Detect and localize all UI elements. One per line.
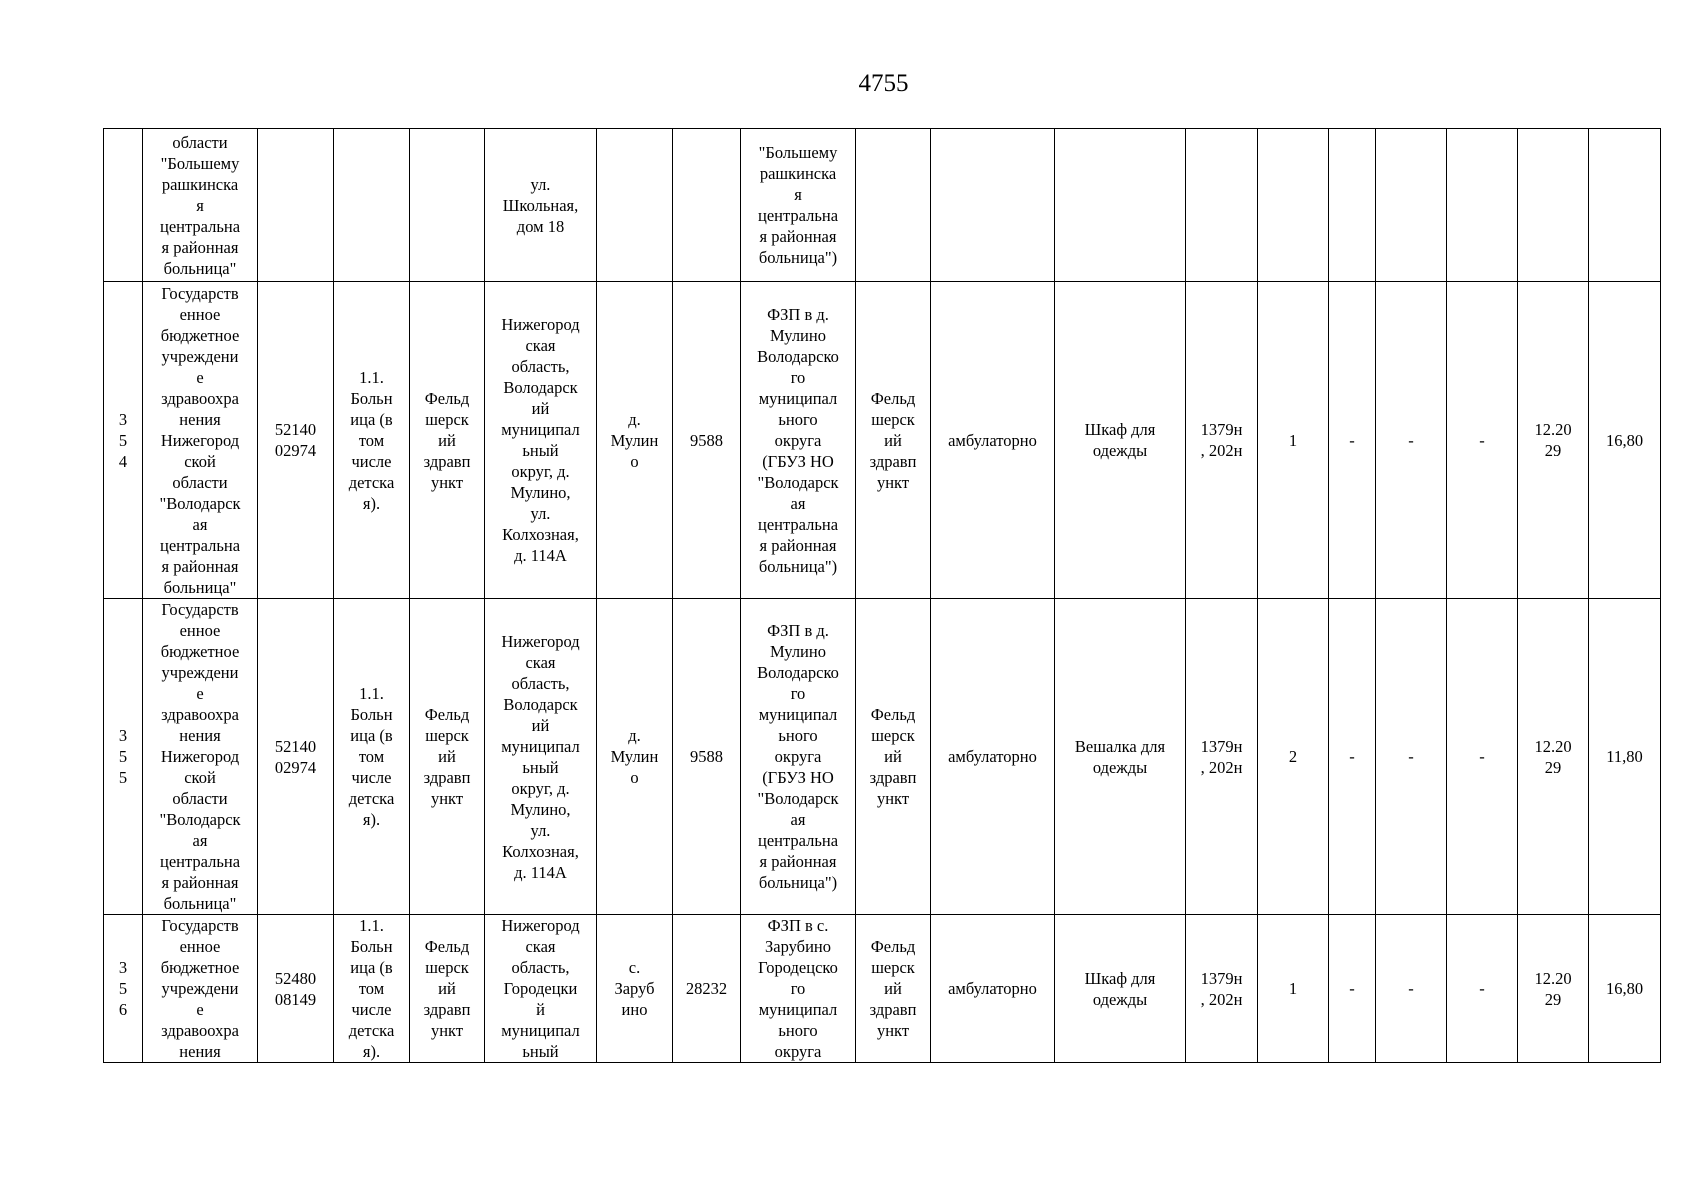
cell-quantity: 1 — [1258, 282, 1329, 599]
cell-date: 12.20 29 — [1518, 599, 1589, 915]
cell-population — [673, 129, 741, 282]
cell-address: Нижегород ская область, Володарск ий муниципал ьный округ, д. Мулино, ул. Колхозная, д. 114А — [485, 282, 597, 599]
cell-num: 3 5 6 — [104, 915, 143, 1063]
cell-quantity — [1258, 129, 1329, 282]
cell-facility-type — [410, 129, 485, 282]
cell-settlement — [597, 129, 673, 282]
cell-inn: 52140 02974 — [258, 282, 334, 599]
cell-facility-type: Фельд шерск ий здравп ункт — [410, 282, 485, 599]
cell-unit-type: Фельд шерск ий здравп ункт — [856, 915, 931, 1063]
cell-inn: 52140 02974 — [258, 599, 334, 915]
cell-inn: 52480 08149 — [258, 915, 334, 1063]
cell-date: 12.20 29 — [1518, 915, 1589, 1063]
cell-unit-type: Фельд шерск ий здравп ункт — [856, 282, 931, 599]
cell-settlement: д. Мулин о — [597, 599, 673, 915]
cell-col-15: - — [1329, 599, 1376, 915]
cell-equipment: Шкаф для одежды — [1055, 915, 1186, 1063]
cell-equipment: Вешалка для одежды — [1055, 599, 1186, 915]
cell-unit: "Большему рашкинска я центральна я районная больница") — [741, 129, 856, 282]
cell-settlement: с. Заруб ино — [597, 915, 673, 1063]
cell-date: 12.20 29 — [1518, 282, 1589, 599]
cell-care-mode: амбулаторно — [931, 282, 1055, 599]
cell-care-mode — [931, 129, 1055, 282]
table-row — [104, 599, 1661, 915]
cell-num — [104, 129, 143, 282]
cell-quantity: 1 — [1258, 915, 1329, 1063]
cell-care-mode: амбулаторно — [931, 599, 1055, 915]
cell-price: 16,80 — [1589, 282, 1661, 599]
cell-organization: Государств енное бюджетное учреждени е здравоохра нения Нижегород ской области "Володарск ая центральна я районная больница" — [143, 599, 258, 915]
cell-order: 1379н , 202н — [1186, 282, 1258, 599]
cell-order: 1379н , 202н — [1186, 599, 1258, 915]
cell-quantity: 2 — [1258, 599, 1329, 915]
cell-col-16: - — [1376, 282, 1447, 599]
cell-col-17: - — [1447, 599, 1518, 915]
cell-organization: Государств енное бюджетное учреждени е здравоохра нения Нижегород ской области "Володарск ая центральна я районная больница" — [143, 282, 258, 599]
cell-organization: Государств енное бюджетное учреждени е здравоохра нения — [143, 915, 258, 1063]
cell-col-17: - — [1447, 282, 1518, 599]
cell-address: ул. Школьная, дом 18 — [485, 129, 597, 282]
cell-order — [1186, 129, 1258, 282]
cell-facility-type: Фельд шерск ий здравп ункт — [410, 915, 485, 1063]
equipment-registry-table — [103, 128, 1661, 1063]
cell-col-15: - — [1329, 915, 1376, 1063]
cell-address: Нижегород ская область, Городецки й муниципал ьный — [485, 915, 597, 1063]
cell-category: 1.1. Больн ица (в том числе детска я). — [334, 282, 410, 599]
cell-col-16 — [1376, 129, 1447, 282]
cell-unit: ФЗП в с. Зарубино Городецско го муниципал ьного округа — [741, 915, 856, 1063]
cell-equipment: Шкаф для одежды — [1055, 282, 1186, 599]
cell-order: 1379н , 202н — [1186, 915, 1258, 1063]
table-row — [104, 129, 1661, 282]
cell-num: 3 5 5 — [104, 599, 143, 915]
cell-organization: области "Большему рашкинска я центральна я районная больница" — [143, 129, 258, 282]
cell-price: 11,80 — [1589, 599, 1661, 915]
cell-col-15 — [1329, 129, 1376, 282]
table-row — [104, 282, 1661, 599]
cell-care-mode: амбулаторно — [931, 915, 1055, 1063]
cell-unit: ФЗП в д. Мулино Володарско го муниципал ьного округа (ГБУЗ НО "Володарск ая центральна я районная больница") — [741, 282, 856, 599]
cell-category — [334, 129, 410, 282]
cell-price — [1589, 129, 1661, 282]
page-number: 4755 — [858, 70, 909, 97]
cell-unit: ФЗП в д. Мулино Володарско го муниципал ьного округа (ГБУЗ НО "Володарск ая центральна я районная больница") — [741, 599, 856, 915]
cell-unit-type — [856, 129, 931, 282]
cell-col-17 — [1447, 129, 1518, 282]
cell-col-16: - — [1376, 915, 1447, 1063]
cell-col-17: - — [1447, 915, 1518, 1063]
cell-settlement: д. Мулин о — [597, 282, 673, 599]
cell-category: 1.1. Больн ица (в том числе детска я). — [334, 915, 410, 1063]
cell-category: 1.1. Больн ица (в том числе детска я). — [334, 599, 410, 915]
cell-inn — [258, 129, 334, 282]
cell-address: Нижегород ская область, Володарск ий муниципал ьный округ, д. Мулино, ул. Колхозная, д. 114А — [485, 599, 597, 915]
cell-population: 9588 — [673, 599, 741, 915]
cell-price: 16,80 — [1589, 915, 1661, 1063]
cell-col-16: - — [1376, 599, 1447, 915]
cell-equipment — [1055, 129, 1186, 282]
cell-date — [1518, 129, 1589, 282]
table-row — [104, 915, 1661, 1063]
cell-unit-type: Фельд шерск ий здравп ункт — [856, 599, 931, 915]
cell-population: 9588 — [673, 282, 741, 599]
cell-num: 3 5 4 — [104, 282, 143, 599]
cell-facility-type: Фельд шерск ий здравп ункт — [410, 599, 485, 915]
cell-population: 28232 — [673, 915, 741, 1063]
cell-col-15: - — [1329, 282, 1376, 599]
